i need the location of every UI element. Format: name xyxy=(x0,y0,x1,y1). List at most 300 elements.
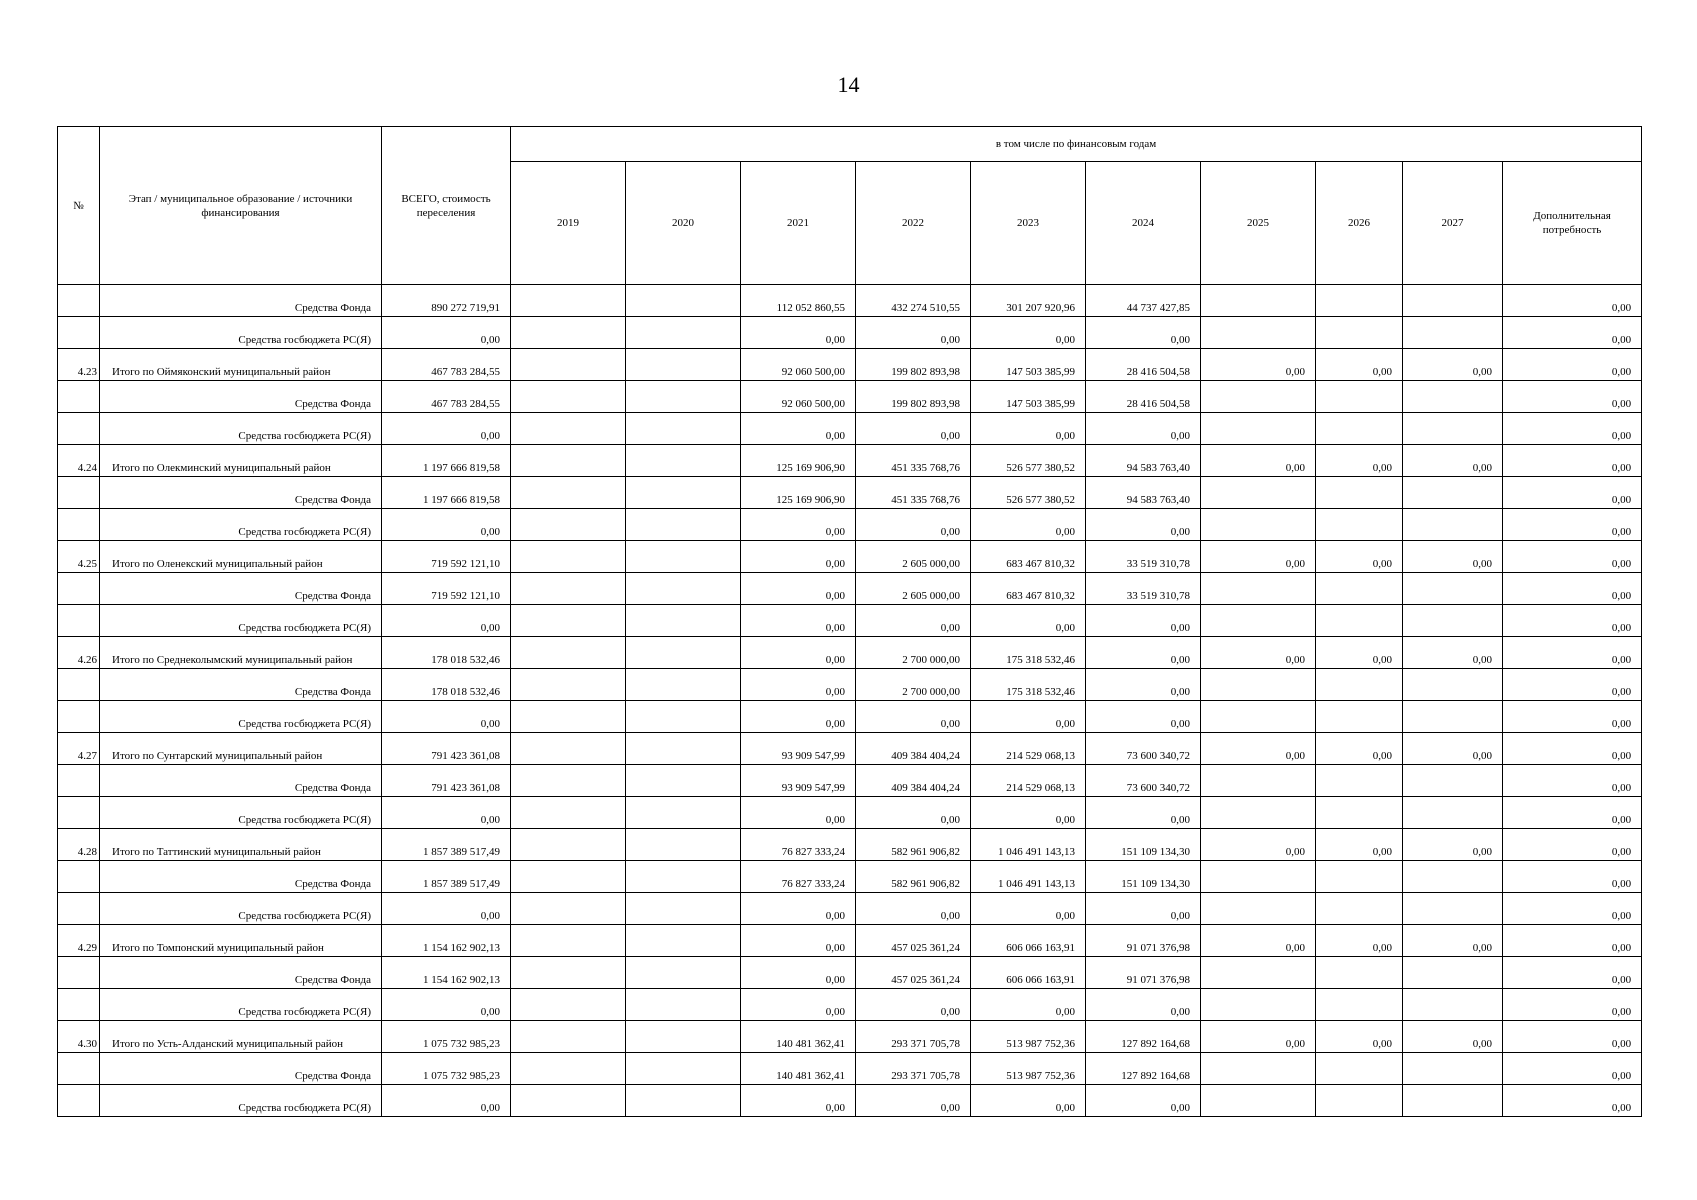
row-number xyxy=(58,893,100,925)
value-cell: 93 909 547,99 xyxy=(741,765,856,797)
value-cell xyxy=(1403,413,1503,445)
value-cell: 409 384 404,24 xyxy=(856,733,971,765)
value-cell xyxy=(511,445,626,477)
value-cell xyxy=(1316,285,1403,317)
value-cell: 0,00 xyxy=(1086,509,1201,541)
value-cell xyxy=(511,957,626,989)
value-cell: 28 416 504,58 xyxy=(1086,349,1201,381)
value-cell: 0,00 xyxy=(382,1085,511,1117)
value-cell: 467 783 284,55 xyxy=(382,349,511,381)
row-number: 4.25 xyxy=(58,541,100,573)
row-name: Итого по Таттинский муниципальный район xyxy=(100,829,382,861)
table-row-total xyxy=(58,829,1642,861)
table-row-source xyxy=(58,989,1642,1021)
value-cell xyxy=(511,381,626,413)
value-cell: 0,00 xyxy=(856,893,971,925)
header-year-2025: 2025 xyxy=(1201,162,1316,285)
value-cell: 76 827 333,24 xyxy=(741,861,856,893)
value-cell: 178 018 532,46 xyxy=(382,637,511,669)
row-number xyxy=(58,701,100,733)
header-year-2023: 2023 xyxy=(971,162,1086,285)
value-cell xyxy=(626,1085,741,1117)
value-cell: 0,00 xyxy=(1086,989,1201,1021)
value-cell xyxy=(511,477,626,509)
value-cell xyxy=(511,1085,626,1117)
value-cell xyxy=(626,861,741,893)
value-cell: 0,00 xyxy=(1403,637,1503,669)
value-cell: 0,00 xyxy=(1503,541,1642,573)
value-cell xyxy=(1316,861,1403,893)
value-cell: 0,00 xyxy=(741,957,856,989)
table-row-source xyxy=(58,413,1642,445)
value-cell: 0,00 xyxy=(1086,797,1201,829)
value-cell: 214 529 068,13 xyxy=(971,733,1086,765)
header-year-2022: 2022 xyxy=(856,162,971,285)
value-cell xyxy=(511,829,626,861)
value-cell: 0,00 xyxy=(1503,637,1642,669)
value-cell xyxy=(1201,605,1316,637)
table-row-source xyxy=(58,1053,1642,1085)
value-cell: 0,00 xyxy=(1316,925,1403,957)
value-cell xyxy=(1201,477,1316,509)
row-number xyxy=(58,573,100,605)
table-row-source xyxy=(58,381,1642,413)
value-cell: 147 503 385,99 xyxy=(971,349,1086,381)
row-name: Средства Фонда xyxy=(100,861,382,893)
value-cell: 0,00 xyxy=(741,989,856,1021)
value-cell xyxy=(626,445,741,477)
value-cell: 0,00 xyxy=(971,1085,1086,1117)
value-cell: 301 207 920,96 xyxy=(971,285,1086,317)
row-number xyxy=(58,989,100,1021)
value-cell xyxy=(511,573,626,605)
value-cell: 0,00 xyxy=(1403,349,1503,381)
value-cell: 0,00 xyxy=(1503,413,1642,445)
value-cell: 0,00 xyxy=(741,701,856,733)
value-cell xyxy=(1316,605,1403,637)
value-cell xyxy=(1201,1085,1316,1117)
value-cell xyxy=(626,765,741,797)
table-row-source xyxy=(58,477,1642,509)
header-year-2020: 2020 xyxy=(626,162,741,285)
value-cell: 147 503 385,99 xyxy=(971,381,1086,413)
row-name: Средства госбюджета РС(Я) xyxy=(100,1085,382,1117)
value-cell: 0,00 xyxy=(971,605,1086,637)
value-cell: 293 371 705,78 xyxy=(856,1021,971,1053)
value-cell: 0,00 xyxy=(741,1085,856,1117)
value-cell xyxy=(1316,1053,1403,1085)
value-cell xyxy=(511,701,626,733)
value-cell xyxy=(626,733,741,765)
value-cell: 0,00 xyxy=(1086,317,1201,349)
row-name: Итого по Оленекский муниципальный район xyxy=(100,541,382,573)
row-number xyxy=(58,1085,100,1117)
row-number xyxy=(58,1053,100,1085)
value-cell xyxy=(1403,573,1503,605)
value-cell xyxy=(626,637,741,669)
value-cell: 0,00 xyxy=(382,605,511,637)
value-cell: 791 423 361,08 xyxy=(382,733,511,765)
value-cell xyxy=(1201,893,1316,925)
value-cell: 0,00 xyxy=(971,797,1086,829)
value-cell: 0,00 xyxy=(1503,797,1642,829)
value-cell: 0,00 xyxy=(1086,605,1201,637)
value-cell: 0,00 xyxy=(971,509,1086,541)
table-row-source xyxy=(58,861,1642,893)
value-cell: 214 529 068,13 xyxy=(971,765,1086,797)
value-cell: 0,00 xyxy=(1201,637,1316,669)
value-cell xyxy=(626,381,741,413)
value-cell: 199 802 893,98 xyxy=(856,349,971,381)
value-cell xyxy=(511,1021,626,1053)
row-name: Средства госбюджета РС(Я) xyxy=(100,605,382,637)
table-row-source xyxy=(58,765,1642,797)
value-cell: 0,00 xyxy=(1086,637,1201,669)
value-cell: 0,00 xyxy=(1316,445,1403,477)
value-cell: 0,00 xyxy=(1201,349,1316,381)
value-cell: 1 857 389 517,49 xyxy=(382,861,511,893)
value-cell: 1 154 162 902,13 xyxy=(382,957,511,989)
row-name: Средства госбюджета РС(Я) xyxy=(100,797,382,829)
value-cell: 0,00 xyxy=(741,669,856,701)
row-name: Средства Фонда xyxy=(100,765,382,797)
row-number xyxy=(58,605,100,637)
value-cell xyxy=(511,1053,626,1085)
value-cell xyxy=(511,765,626,797)
value-cell: 0,00 xyxy=(382,701,511,733)
value-cell: 526 577 380,52 xyxy=(971,477,1086,509)
row-number xyxy=(58,957,100,989)
value-cell xyxy=(626,317,741,349)
value-cell xyxy=(511,669,626,701)
table-row-source xyxy=(58,701,1642,733)
header-total: ВСЕГО, стоимость переселения xyxy=(382,127,511,285)
value-cell xyxy=(626,893,741,925)
row-name: Средства госбюджета РС(Я) xyxy=(100,893,382,925)
table-row-source xyxy=(58,893,1642,925)
value-cell: 0,00 xyxy=(741,925,856,957)
row-number xyxy=(58,477,100,509)
value-cell xyxy=(1403,1053,1503,1085)
value-cell: 0,00 xyxy=(971,317,1086,349)
table-row-total xyxy=(58,445,1642,477)
value-cell: 0,00 xyxy=(1086,893,1201,925)
value-cell xyxy=(1403,509,1503,541)
value-cell: 2 605 000,00 xyxy=(856,541,971,573)
value-cell xyxy=(1316,317,1403,349)
value-cell xyxy=(511,893,626,925)
row-number xyxy=(58,509,100,541)
value-cell: 0,00 xyxy=(856,413,971,445)
header-additional-need: Дополнительная потребность xyxy=(1503,162,1642,285)
value-cell: 293 371 705,78 xyxy=(856,1053,971,1085)
row-number xyxy=(58,797,100,829)
value-cell: 0,00 xyxy=(1086,413,1201,445)
value-cell: 0,00 xyxy=(382,893,511,925)
value-cell: 0,00 xyxy=(1403,829,1503,861)
value-cell: 0,00 xyxy=(1316,541,1403,573)
value-cell xyxy=(1201,669,1316,701)
value-cell: 92 060 500,00 xyxy=(741,381,856,413)
value-cell xyxy=(1201,861,1316,893)
row-number xyxy=(58,669,100,701)
value-cell: 0,00 xyxy=(1403,1021,1503,1053)
value-cell: 1 075 732 985,23 xyxy=(382,1053,511,1085)
value-cell: 0,00 xyxy=(1503,509,1642,541)
value-cell: 0,00 xyxy=(1503,861,1642,893)
table-row-source xyxy=(58,509,1642,541)
row-number: 4.27 xyxy=(58,733,100,765)
row-name: Средства Фонда xyxy=(100,1053,382,1085)
header-stage: Этап / муниципальное образование / источники финансирования xyxy=(100,127,382,285)
value-cell: 1 197 666 819,58 xyxy=(382,445,511,477)
row-name: Итого по Усть-Алданский муниципальный район xyxy=(100,1021,382,1053)
value-cell: 125 169 906,90 xyxy=(741,477,856,509)
value-cell xyxy=(626,605,741,637)
value-cell xyxy=(511,637,626,669)
value-cell: 0,00 xyxy=(382,317,511,349)
table-row-source xyxy=(58,797,1642,829)
value-cell: 0,00 xyxy=(1316,349,1403,381)
value-cell: 451 335 768,76 xyxy=(856,477,971,509)
value-cell xyxy=(1201,509,1316,541)
table-row-source xyxy=(58,285,1642,317)
row-name: Средства Фонда xyxy=(100,381,382,413)
page-number: 14 xyxy=(837,72,860,97)
value-cell: 0,00 xyxy=(741,317,856,349)
value-cell: 0,00 xyxy=(1503,573,1642,605)
value-cell: 0,00 xyxy=(741,573,856,605)
value-cell: 0,00 xyxy=(1503,1021,1642,1053)
value-cell: 0,00 xyxy=(741,637,856,669)
value-cell xyxy=(626,413,741,445)
row-number: 4.30 xyxy=(58,1021,100,1053)
value-cell xyxy=(1201,413,1316,445)
value-cell: 151 109 134,30 xyxy=(1086,861,1201,893)
value-cell: 0,00 xyxy=(971,413,1086,445)
value-cell: 127 892 164,68 xyxy=(1086,1053,1201,1085)
value-cell: 683 467 810,32 xyxy=(971,541,1086,573)
value-cell xyxy=(511,605,626,637)
value-cell xyxy=(1403,861,1503,893)
value-cell: 0,00 xyxy=(971,701,1086,733)
value-cell: 0,00 xyxy=(971,893,1086,925)
value-cell: 0,00 xyxy=(741,797,856,829)
value-cell: 1 075 732 985,23 xyxy=(382,1021,511,1053)
row-name: Средства госбюджета РС(Я) xyxy=(100,317,382,349)
value-cell: 0,00 xyxy=(1503,733,1642,765)
row-number xyxy=(58,285,100,317)
value-cell xyxy=(1403,765,1503,797)
value-cell: 73 600 340,72 xyxy=(1086,733,1201,765)
value-cell: 2 605 000,00 xyxy=(856,573,971,605)
value-cell: 0,00 xyxy=(741,541,856,573)
value-cell xyxy=(1403,957,1503,989)
value-cell: 0,00 xyxy=(856,317,971,349)
value-cell: 1 197 666 819,58 xyxy=(382,477,511,509)
value-cell: 0,00 xyxy=(1201,541,1316,573)
value-cell: 93 909 547,99 xyxy=(741,733,856,765)
value-cell: 0,00 xyxy=(382,413,511,445)
row-number: 4.28 xyxy=(58,829,100,861)
value-cell xyxy=(626,957,741,989)
value-cell: 0,00 xyxy=(1503,1085,1642,1117)
value-cell: 0,00 xyxy=(1316,829,1403,861)
value-cell: 683 467 810,32 xyxy=(971,573,1086,605)
row-name: Итого по Сунтарский муниципальный район xyxy=(100,733,382,765)
value-cell: 1 046 491 143,13 xyxy=(971,829,1086,861)
value-cell xyxy=(511,733,626,765)
value-cell: 76 827 333,24 xyxy=(741,829,856,861)
value-cell: 0,00 xyxy=(1086,669,1201,701)
value-cell: 582 961 906,82 xyxy=(856,861,971,893)
value-cell: 0,00 xyxy=(1503,701,1642,733)
value-cell: 0,00 xyxy=(1316,1021,1403,1053)
value-cell xyxy=(511,797,626,829)
value-cell xyxy=(1403,477,1503,509)
value-cell: 91 071 376,98 xyxy=(1086,925,1201,957)
header-year-2026: 2026 xyxy=(1316,162,1403,285)
table-row-source xyxy=(58,1085,1642,1117)
row-number: 4.24 xyxy=(58,445,100,477)
value-cell xyxy=(511,989,626,1021)
row-name: Итого по Олекминский муниципальный район xyxy=(100,445,382,477)
value-cell: 0,00 xyxy=(1503,957,1642,989)
value-cell: 432 274 510,55 xyxy=(856,285,971,317)
value-cell xyxy=(1316,1085,1403,1117)
value-cell: 0,00 xyxy=(1503,445,1642,477)
value-cell: 0,00 xyxy=(1403,541,1503,573)
row-name: Средства Фонда xyxy=(100,285,382,317)
value-cell xyxy=(1403,605,1503,637)
table-row-source xyxy=(58,605,1642,637)
row-number: 4.23 xyxy=(58,349,100,381)
value-cell: 467 783 284,55 xyxy=(382,381,511,413)
value-cell: 890 272 719,91 xyxy=(382,285,511,317)
value-cell: 457 025 361,24 xyxy=(856,925,971,957)
value-cell xyxy=(1403,285,1503,317)
value-cell: 526 577 380,52 xyxy=(971,445,1086,477)
value-cell xyxy=(1403,381,1503,413)
value-cell: 0,00 xyxy=(1316,733,1403,765)
value-cell: 0,00 xyxy=(382,509,511,541)
value-cell: 0,00 xyxy=(1503,381,1642,413)
value-cell: 513 987 752,36 xyxy=(971,1021,1086,1053)
table-row-total xyxy=(58,1021,1642,1053)
value-cell xyxy=(1403,701,1503,733)
value-cell xyxy=(1201,701,1316,733)
value-cell: 175 318 532,46 xyxy=(971,637,1086,669)
value-cell: 125 169 906,90 xyxy=(741,445,856,477)
value-cell: 0,00 xyxy=(382,989,511,1021)
value-cell: 94 583 763,40 xyxy=(1086,477,1201,509)
table-row-source xyxy=(58,957,1642,989)
value-cell: 791 423 361,08 xyxy=(382,765,511,797)
value-cell: 175 318 532,46 xyxy=(971,669,1086,701)
value-cell: 457 025 361,24 xyxy=(856,957,971,989)
value-cell: 513 987 752,36 xyxy=(971,1053,1086,1085)
row-name: Средства Фонда xyxy=(100,957,382,989)
value-cell xyxy=(626,797,741,829)
value-cell: 0,00 xyxy=(856,1085,971,1117)
value-cell xyxy=(1201,1053,1316,1085)
header-by-years: в том числе по финансовым годам xyxy=(511,127,1642,162)
value-cell xyxy=(626,541,741,573)
table-row-total xyxy=(58,349,1642,381)
table-row-total xyxy=(58,925,1642,957)
header-year-2021: 2021 xyxy=(741,162,856,285)
value-cell xyxy=(1403,1085,1503,1117)
row-name: Средства Фонда xyxy=(100,477,382,509)
value-cell: 92 060 500,00 xyxy=(741,349,856,381)
row-name: Итого по Оймяконский муниципальный район xyxy=(100,349,382,381)
value-cell xyxy=(626,285,741,317)
value-cell xyxy=(1316,669,1403,701)
value-cell: 606 066 163,91 xyxy=(971,957,1086,989)
value-cell: 0,00 xyxy=(1403,733,1503,765)
value-cell xyxy=(511,413,626,445)
financing-table xyxy=(57,126,1642,1117)
value-cell: 0,00 xyxy=(1503,1053,1642,1085)
value-cell xyxy=(1403,317,1503,349)
value-cell: 33 519 310,78 xyxy=(1086,573,1201,605)
value-cell: 0,00 xyxy=(856,509,971,541)
value-cell xyxy=(1403,989,1503,1021)
value-cell xyxy=(1201,381,1316,413)
value-cell: 0,00 xyxy=(1503,765,1642,797)
value-cell: 0,00 xyxy=(971,989,1086,1021)
value-cell: 140 481 362,41 xyxy=(741,1021,856,1053)
header-year-2019: 2019 xyxy=(511,162,626,285)
value-cell xyxy=(1403,893,1503,925)
row-name: Итого по Томпонский муниципальный район xyxy=(100,925,382,957)
value-cell: 0,00 xyxy=(1201,1021,1316,1053)
row-name: Средства госбюджета РС(Я) xyxy=(100,509,382,541)
header-no: № xyxy=(58,127,100,285)
value-cell: 0,00 xyxy=(741,509,856,541)
value-cell xyxy=(1316,893,1403,925)
value-cell: 2 700 000,00 xyxy=(856,669,971,701)
value-cell: 0,00 xyxy=(1201,445,1316,477)
value-cell: 0,00 xyxy=(856,989,971,1021)
value-cell: 0,00 xyxy=(1503,605,1642,637)
value-cell xyxy=(626,1021,741,1053)
row-name: Средства Фонда xyxy=(100,573,382,605)
value-cell: 0,00 xyxy=(1503,477,1642,509)
value-cell: 112 052 860,55 xyxy=(741,285,856,317)
header-year-2024: 2024 xyxy=(1086,162,1201,285)
value-cell: 606 066 163,91 xyxy=(971,925,1086,957)
value-cell: 0,00 xyxy=(1201,733,1316,765)
value-cell xyxy=(1403,797,1503,829)
table-header xyxy=(58,127,1642,285)
value-cell xyxy=(511,541,626,573)
value-cell xyxy=(1201,573,1316,605)
value-cell: 0,00 xyxy=(1503,893,1642,925)
value-cell xyxy=(626,1053,741,1085)
row-number xyxy=(58,413,100,445)
value-cell: 140 481 362,41 xyxy=(741,1053,856,1085)
table-row-total xyxy=(58,541,1642,573)
value-cell xyxy=(626,669,741,701)
value-cell xyxy=(511,861,626,893)
value-cell: 94 583 763,40 xyxy=(1086,445,1201,477)
value-cell: 0,00 xyxy=(1086,701,1201,733)
header-year-2027: 2027 xyxy=(1403,162,1503,285)
row-number xyxy=(58,317,100,349)
value-cell: 0,00 xyxy=(741,413,856,445)
value-cell: 0,00 xyxy=(741,893,856,925)
